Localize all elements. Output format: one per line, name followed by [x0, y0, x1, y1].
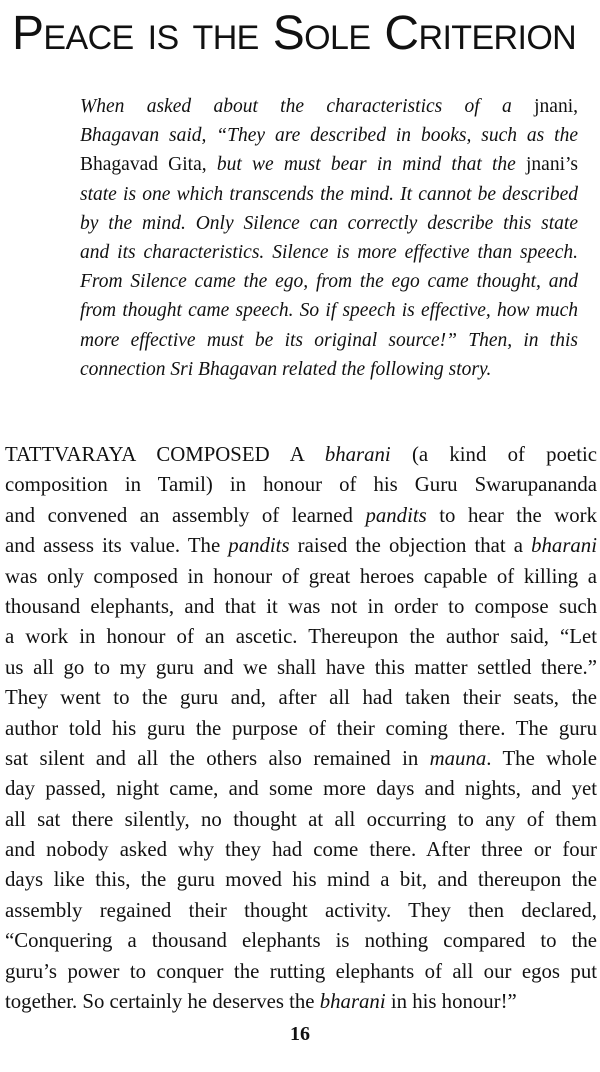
story-line: [5, 501, 597, 531]
story-line: composition in Tamil) in honour of his Guru Swarupananda: [5, 473, 597, 497]
intro-line: From Silence came the ego, from the ego came thought, and: [80, 271, 578, 293]
intro-line: by the mind. Only Silence can correctly describe this state: [80, 212, 578, 234]
text-run: mauna: [429, 746, 487, 770]
intro-line: more effective must be its original source!” Then, in this: [80, 329, 578, 351]
title-word: THE: [192, 19, 259, 57]
title-initial: C: [384, 7, 419, 60]
chapter-title: [12, 7, 592, 60]
story-line: guru’s power to conquer the rutting elephants of all our egos put: [5, 959, 597, 983]
text-run: pandits: [228, 534, 290, 558]
text-run: and assess its value. The: [5, 534, 229, 558]
intro-line: [80, 92, 578, 121]
intro-line: [80, 150, 578, 179]
text-run: and convened an assembly of learned: [5, 503, 366, 527]
story-line: [5, 531, 597, 561]
story-paragraph: [5, 440, 597, 1017]
text-run: bharani: [319, 990, 386, 1014]
title-word: EACE: [43, 19, 134, 57]
story-line: [5, 744, 597, 774]
story-line: was only composed in honour of great heroes capable of killing a: [5, 564, 597, 588]
title-word: RITERION: [418, 19, 577, 57]
story-line: day passed, night came, and some more days and nights, and yet: [5, 777, 597, 801]
text-run: TATTVARAYA COMPOSED A: [5, 443, 325, 466]
text-run: pandits: [365, 503, 427, 527]
story-line: [5, 987, 597, 1017]
page-number: 16: [290, 1023, 310, 1045]
text-run: in his honour!”: [385, 990, 517, 1014]
text-run: bharani: [531, 534, 597, 558]
text-run: but we must bear in mind that the: [216, 154, 526, 176]
intro-line: connection Sri Bhagavan related the following story.: [80, 358, 492, 380]
story-line: author told his guru the purpose of their coming there. The guru: [5, 716, 597, 740]
intro-line: and its characteristics. Silence is more effective than speech.: [80, 241, 578, 263]
text-run: jnani’s: [526, 154, 578, 176]
story-line: assembly regained their thought activity. They then declared,: [5, 898, 597, 922]
story-line: and nobody asked why they had come there. After three or four: [5, 838, 597, 862]
text-run: raised the objection that a: [289, 534, 532, 558]
text-run: Bhagavad Gita,: [80, 154, 217, 176]
title-initial: S: [272, 7, 305, 60]
story-line: “Conquering a thousand elephants is nothing compared to the: [5, 929, 597, 953]
text-run: sat silent and all the others also remained in: [5, 746, 430, 770]
text-run: jnani,: [534, 96, 578, 117]
title-word: OLE: [304, 19, 371, 57]
intro-line: Bhagavan said, “They are described in books, such as the: [80, 125, 578, 147]
intro-paragraph: [80, 92, 578, 384]
intro-line: from thought came speech. So if speech is effective, how much: [80, 300, 578, 322]
title-initial: P: [12, 7, 44, 60]
story-line: days like this, the guru moved his mind a bit, and thereupon the: [5, 868, 597, 892]
title-word: IS: [147, 19, 179, 57]
text-run: together. So certainly he deserves the: [5, 990, 320, 1014]
intro-line: state is one which transcends the mind. It cannot be described: [80, 183, 578, 205]
text-run: When asked about the characteristics of a: [80, 96, 535, 117]
story-line: [5, 440, 597, 470]
text-run: . The whole: [486, 746, 597, 770]
story-line: They went to the guru and, after all had taken their seats, the: [5, 686, 597, 710]
story-line: us all go to my guru and we shall have this matter settled there.”: [5, 655, 597, 679]
story-line: a work in honour of an ascetic. Thereupon the author said, “Let: [5, 625, 597, 649]
text-run: to hear the work: [426, 503, 597, 527]
story-line: all sat there silently, no thought at all occurring to any of them: [5, 807, 597, 831]
text-run: bharani: [324, 443, 391, 466]
story-line: thousand elephants, and that it was not in order to compose such: [5, 594, 597, 618]
text-run: (a kind of poetic: [390, 443, 597, 466]
